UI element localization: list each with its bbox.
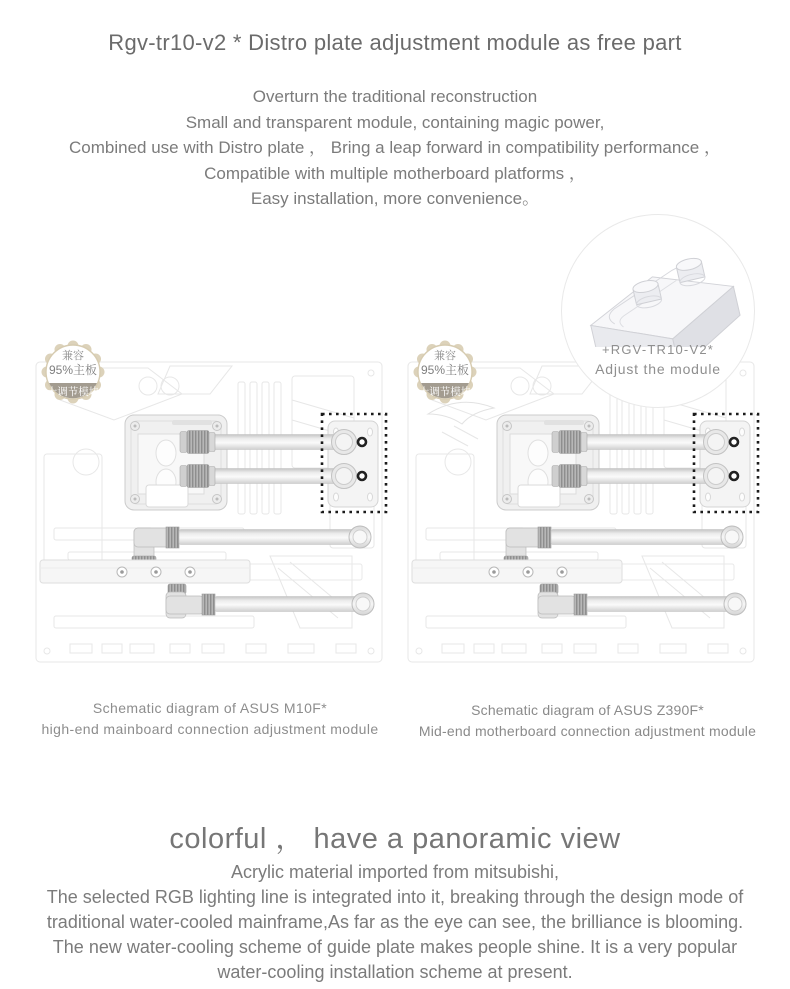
acrylic-module-image xyxy=(560,217,758,347)
intro-line: Overturn the traditional reconstruction xyxy=(252,87,538,106)
outro-line: traditional water-cooled mainframe,As far as the eye can see, the brilliance is blooming. xyxy=(46,912,744,932)
outro-line: The new water-cooling scheme of guide plate makes people shine. It is a very popular xyxy=(52,937,738,957)
schematic-asus-z390f xyxy=(402,358,764,693)
badge-line2: 95%主板 xyxy=(48,363,98,377)
schematic-asus-m10f xyxy=(30,358,392,693)
compatibility-badge xyxy=(405,340,485,406)
intro-line: Easy installation, more convenience。 xyxy=(250,189,540,208)
caption-line: high-end mainboard connection adjustment module xyxy=(41,721,379,737)
page-title: Rgv-tr10-v2 * Distro plate adjustment module as free part xyxy=(108,30,682,55)
badge-line1: 兼容 xyxy=(434,350,456,362)
caption-line: Schematic diagram of ASUS M10F* xyxy=(92,700,328,716)
intro-line: Small and transparent module, containing magic power, xyxy=(185,112,605,132)
badge-line2: 95%主板 xyxy=(420,363,470,377)
section-heading: colorful ， have a panoramic view xyxy=(169,823,621,855)
caption-asus-m10f xyxy=(15,698,405,740)
caption-line: Schematic diagram of ASUS Z390F* xyxy=(471,702,704,718)
compatibility-badge xyxy=(33,340,113,406)
caption-asus-z390f xyxy=(395,700,780,742)
outro-paragraph xyxy=(0,860,790,985)
intro-line: Compatible with multiple motherboard platforms ， xyxy=(204,163,586,183)
badge-line1: 兼容 xyxy=(62,350,84,362)
product-caption: Adjust the module xyxy=(595,361,721,377)
badge-band-label: 十调节模块 xyxy=(418,386,472,398)
outro-line: water-cooling installation scheme at present. xyxy=(217,962,573,982)
intro-line: Combined use with Distro plate ， Bring a leap forward in compatibility performance ， xyxy=(69,138,721,157)
outro-line: Acrylic material imported from mitsubishi, xyxy=(230,862,560,882)
intro-paragraph xyxy=(0,84,790,212)
outro-line: The selected RGB lighting line is integrated into it, breaking through the design mode of xyxy=(46,887,744,907)
badge-band-label: 十调节模块 xyxy=(46,386,100,398)
caption-line: Mid-end motherboard connection adjustment module xyxy=(418,723,757,739)
product-photo-circle xyxy=(561,214,755,408)
product-model-label: +RGV-TR10-V2* xyxy=(601,342,715,357)
